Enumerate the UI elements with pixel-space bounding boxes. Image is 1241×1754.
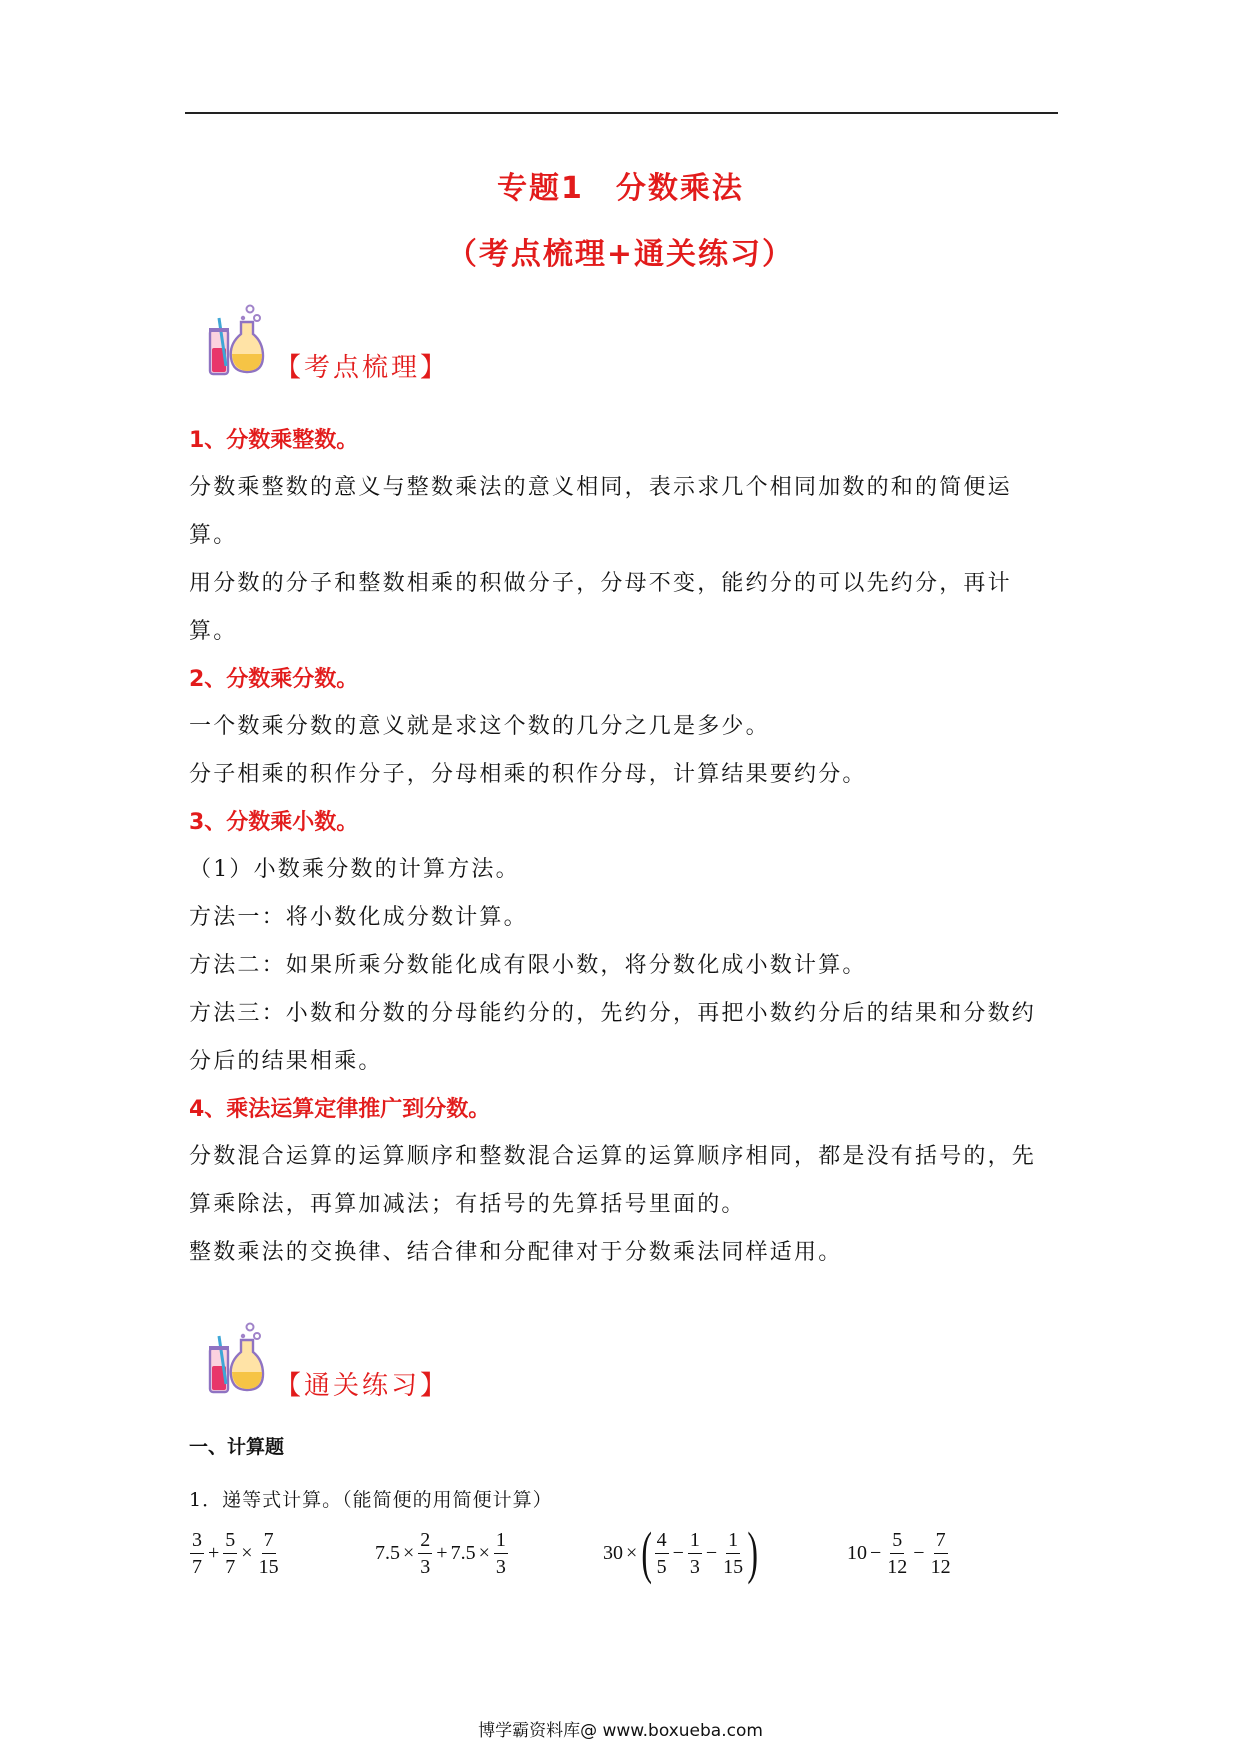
expression-3: 30 × ( $\frac{4}{5}$ − $\frac{1}{3}$ − $\frac{1}{15}$ ) (603, 1520, 759, 1585)
point-1-paragraph-1: 分数乘整数的意义与整数乘法的意义相同，表示求几个相同加数的和的简便运算。 (189, 475, 1012, 548)
footer-watermark: 博学霸资料库@ www.boxueba.com (478, 1721, 763, 1741)
point-heading-4: 4、乘法运算定律推广到分数。 (189, 1097, 491, 1122)
expression-4: 10 − $\frac{5}{12}$ − $\frac{7}{12}$ (847, 1528, 951, 1578)
section-badge-kaodian (205, 300, 465, 390)
expression-1: $\frac{3}{7}$ + $\frac{5}{7}$ × $\frac{7}{15}$ (192, 1528, 279, 1578)
fraction: $\frac{5}{12}$ (887, 1528, 908, 1578)
page-title: 专题1 分数乘法 (497, 171, 744, 206)
point-heading-1: 1、分数乘整数。 (189, 428, 359, 453)
fraction: $\frac{1}{3}$ (495, 1528, 506, 1578)
fraction: $\frac{7}{12}$ (930, 1528, 951, 1578)
point-heading-3: 3、分数乘小数。 (189, 810, 359, 835)
kaodian-content (189, 423, 1049, 1277)
header-rule (185, 112, 1058, 114)
section-label-lianxi: 【通关练习】 (275, 1371, 450, 1401)
point-2-paragraph-1: 一个数乘分数的意义就是求这个数的几分之几是多少。 (189, 714, 770, 739)
expression-2: 7.5 × $\frac{2}{3}$ + 7.5 × $\frac{1}{3}$ (375, 1528, 506, 1578)
lianxi-content (189, 1432, 1049, 1512)
chemistry-flask-icon (205, 300, 267, 380)
section-badge-lianxi (205, 1318, 465, 1408)
fraction: $\frac{1}{3}$ (689, 1528, 700, 1578)
fraction: $\frac{3}{7}$ (192, 1528, 202, 1578)
point-3-paragraph-1: （1）小数乘分数的计算方法。 (189, 857, 520, 882)
fraction: $\frac{4}{5}$ (656, 1528, 667, 1578)
point-4-paragraph-1: 分数混合运算的运算顺序和整数混合运算的运算顺序相同，都是没有括号的，先算乘除法，再算加减法；有括号的先算括号里面的。 (189, 1144, 1037, 1217)
section-label-kaodian: 【考点梳理】 (275, 353, 450, 383)
point-3-paragraph-4: 方法三：小数和分数的分母能约分的，先约分，再把小数约分后的结果和分数约分后的结果相乘。 (189, 1001, 1037, 1074)
fraction: $\frac{1}{15}$ (723, 1528, 744, 1578)
exercise-part-heading: 一、计算题 (189, 1436, 285, 1458)
exercise-question-1: 1．递等式计算。（能简便的用简便计算） (189, 1489, 553, 1511)
point-3-paragraph-3: 方法二：如果所乘分数能化成有限小数，将分数化成小数计算。 (189, 953, 867, 978)
fraction: $\frac{5}{7}$ (225, 1528, 236, 1578)
point-1-paragraph-2: 用分数的分子和整数相乘的积做分子，分母不变，能约分的可以先约分，再计算。 (189, 571, 1012, 644)
fraction: $\frac{7}{15}$ (258, 1528, 279, 1578)
chemistry-flask-icon (205, 1318, 267, 1398)
point-heading-2: 2、分数乘分数。 (189, 667, 359, 692)
point-2-paragraph-2: 分子相乘的积作分子，分母相乘的积作分母，计算结果要约分。 (189, 762, 867, 787)
point-3-paragraph-2: 方法一：将小数化成分数计算。 (189, 905, 528, 930)
point-4-paragraph-2: 整数乘法的交换律、结合律和分配律对于分数乘法同样适用。 (189, 1240, 843, 1265)
page-subtitle: （考点梳理+通关练习） (446, 237, 795, 272)
fraction: $\frac{2}{3}$ (420, 1528, 431, 1578)
